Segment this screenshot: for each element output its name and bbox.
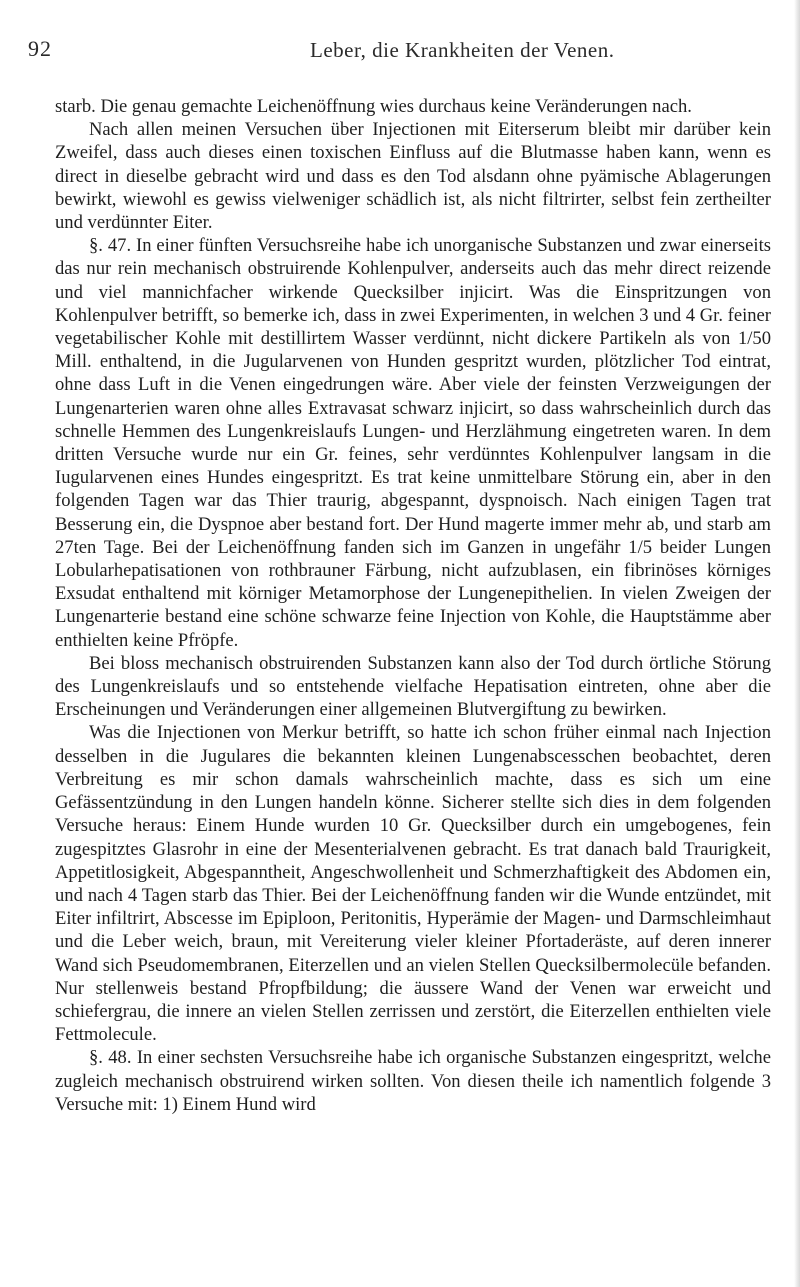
paragraph-5: Was die Injectionen von Merkur betrifft, so hatte ich schon früher einmal nach Injection desselben in die Jugulares die bekannten kleinen Lungenabscesschen beobachtet, deren Verbreitung es mir schon damals wahrscheinlich machte, dass es sich um eine Gefässentzündung in den Lungen handeln könne. Sicherer stellte sich dies in dem folgenden Versuche heraus: Einem Hunde wurden 10 Gr. Quecksilber durch ein umgebogenes, fein zugespitztes Glasrohr in eine der Mesenterialvenen gebracht. Es trat danach bald Traurigkeit, Appetitlosigkeit, Abgespanntheit, Angeschwollenheit und Schmerzhaftigkeit des Abdomen ein, und nach 4 Tagen starb das Thier. Bei der Leichenöffnung fanden wir die Wunde entzündet, mit Eiter infiltrirt, Abscesse im Epiploon, Peritonitis, Hyperämie der Magen- und Darmschleimhaut und die Leber weich, braun, mit Vereiterung vieler kleiner Pfortaderäste, auf deren innerer Wand sich Pseudomembranen, Eiterzellen und an vielen Stellen Quecksilbermolecüle befanden. Nur stellenweis bestand Pfropfbildung; die äussere Wand der Venen war erweicht und schiefergrau, die innere an vielen Stellen zerrissen und zerstört, die Eiterzellen enthielten viele Fettmolecule. [55,722,771,1046]
body-text [55,95,771,1116]
page-header [0,32,800,62]
page-edge-shadow [794,0,800,1287]
running-head: Leber, die Krankheiten der Venen. [310,38,615,62]
paragraph-6-section-48: §. 48. In einer sechsten Versuchsreihe habe ich organische Substanzen eingespritzt, welche zugleich mechanisch obstruirend wirken sollten. Von diesen theile ich namentlich folgende 3 Versuche mit: 1) Einem Hund wird [55,1047,771,1115]
page-number: 92 [28,36,52,61]
paragraph-3-section-47: §. 47. In einer fünften Versuchsreihe habe ich unorganische Substanzen und zwar einerseits das nur rein mechanisch obstruirende Kohlenpulver, anderseits auch das mehr direct reizende und viel mannichfacher wirkende Quecksilber injicirt. Was die Einspritzungen von Kohlenpulver betrifft, so bemerke ich, dass in zwei Experimenten, in welchen 3 und 4 Gr. feiner vegetabilischer Kohle mit destillirtem Wasser verdünnt, nicht dickere Partikeln als von 1/50 Mill. enthaltend, in die Jugularvenen von Hunden gespritzt wurden, plötzlicher Tod eintrat, ohne dass Luft in die Venen eingedrungen wäre. Aber viele der feinsten Verzweigungen der Lungenarterien waren ohne alles Extravasat schwarz injicirt, so dass wahrscheinlich durch das schnelle Hemmen des Lungenkreislaufs Lungen- und Herzlähmung eingetreten waren. In dem dritten Versuche wurde nur ein Gr. feines, sehr verdünntes Kohlenpulver langsam in die Iugularvenen eines Hundes eingespritzt. Es trat keine unmittelbare Störung ein, aber in den folgenden Tagen war das Thier traurig, abgespannt, dyspnoisch. Nach einigen Tagen trat Besserung ein, die Dyspnoe aber bestand fort. Der Hund magerte immer mehr ab, und starb am 27ten Tage. Bei der Leichenöffnung fanden sich im Ganzen in ungefähr 1/5 beider Lungen Lobularhepatisationen von rothbrauner Färbung, nicht aufzublasen, ein fibrinöses körniges Exsudat enthaltend mit körniger Metamorphose der Lungenepithelien. In vielen Zweigen der Lungenarterie bestand eine schöne schwarze feine Injection von Kohle, die Hauptstämme aber enthielten keine Pfröpfe. [55,235,771,651]
paragraph-1: starb. Die genau gemachte Leichenöffnung wies durchaus keine Veränderungen nach. [55,96,692,117]
paragraph-4: Bei bloss mechanisch obstruirenden Substanzen kann also der Tod durch örtliche Störung des Lungenkreislaufs und so entstehende vielfache Hepatisation eintreten, ohne aber die Erscheinungen und Veränderungen einer allgemeinen Blutvergiftung zu bewirken. [55,652,771,721]
paragraph-2: Nach allen meinen Versuchen über Injectionen mit Eiterserum bleibt mir darüber kein Zweifel, dass auch dieses einen toxischen Einfluss auf die Blutmasse haben kann, wenn es direct in dieselbe gebracht wird und dass es den Tod alsdann ohne pyämische Ablagerungen bewirkt, wiewohl es gewiss vielweniger schädlich ist, als nicht filtrirter, selbst fein zertheilter und verdünnter Eiter. [55,119,771,234]
